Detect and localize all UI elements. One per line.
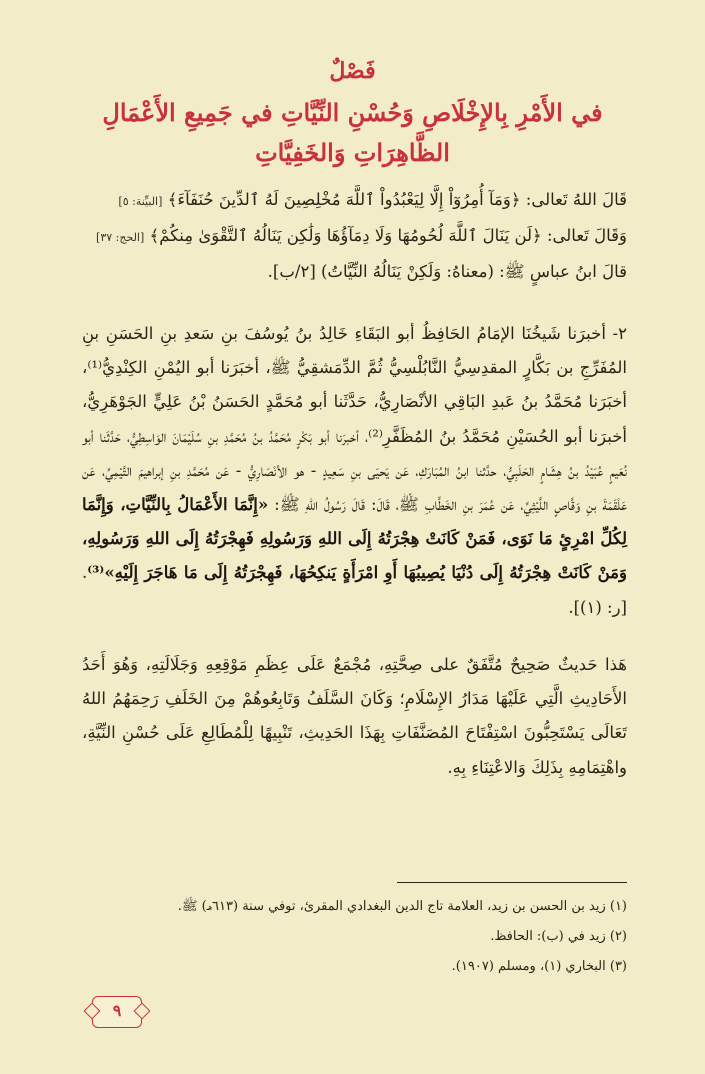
verse-line-2	[82, 219, 627, 255]
footnote-3: (٣) البخاري (١)، ومسلم (١٩٠٧).	[451, 959, 627, 974]
section-label: فَصْلٌ	[329, 58, 376, 84]
chapter-title-line-2: الظَّاهِرَاتِ وَالخَفِيَّاتِ	[255, 138, 450, 167]
verse-2-text: وَقَالَ تَعالى: ﴿لَن يَنَالَ ٱللَّهَ لُحُومُهَا وَلَا دِمَآؤُهَا وَلَٰكِن يَنَالُهُ ٱلتَّقْوَىٰ مِنكُمْ﴾	[149, 226, 627, 246]
page-number-frame	[92, 996, 142, 1028]
commentary-paragraph: هَذا حَديثٌ صَحِيحٌ مُتَّفَقٌ على صِحَّتِهِ، مُجْمَعٌ عَلَى عِظَمِ مَوْقِعِهِ وَجَلَالَتِهِ، وَهُوَ أَحَدُ الأَحَادِيثِ الَّتِي عَلَيْهَا مَدَارُ الإِسْلَامِ؛ وَكَانَ السَّلَفُ وَتَابِعُوهُمْ مِنَ الخَلَفِ رَحِمَهُمُ اللهُ تَعَالَى يَسْتَحِبُّونَ اسْتِفْتَاحَ المُصَنَّفَاتِ بِهَذَا الحَدِيثِ، تَنْبِيهًا لِلْمُطَالِعِ عَلَى حُسْنِ النِّيَّةِ، واهْتِمَامِهِ بِذَلِكَ وَالاعْتِنَاءِ بِهِ.	[82, 655, 627, 777]
verse-1-reference: [البيِّنة: ٥]	[118, 195, 163, 208]
hadith-reference: . [ر: (١)].	[82, 563, 627, 617]
hadith-text: «إِنَّمَا الأَعْمَالُ بِالنِّيَّاتِ، وَإِنَّمَا لِكُلِّ امْرِئٍ مَا نَوَى، فَمَنْ كَانَتْ هِجْرَتُهُ إِلَى اللهِ وَرَسُولِهِ فَهِجْرَتُهُ إِلَى اللهِ وَرَسُولِهِ، وَمَنْ كَانَتْ هِجْرَتُهُ إِلَى دُنْيَا يُصِيبُهَا أَوِ امْرَأَةٍ يَنكِحُهَا، فَهِجْرَتُهُ إِلَى مَا هَاجَرَ إِلَيْهِ»⁽³⁾	[82, 495, 627, 583]
verse-2-reference: [الحج: ٣٧]	[96, 231, 145, 245]
footnotes	[82, 892, 627, 982]
hadith-paragraph	[82, 317, 627, 625]
footnote-1: (١) زيد بن الحسن بن زيد، العلامة تاج الدين البغدادي المقرئ، توفي سنة (٦١٣هـ) ﷺ.	[177, 899, 627, 914]
verse-1-text: قَالَ اللهُ تَعالى: ﴿وَمَآ أُمِرُوٓاْ إِلَّا لِيَعْبُدُواْ ٱللَّهَ مُخْلِصِينَ لَهُ ٱلدِّينَ حُنَفَآءَ﴾	[167, 190, 627, 209]
quran-verses	[82, 183, 627, 290]
ibn-abbas-line: قالَ ابنُ عباسٍ ﷺ: (معناهُ: وَلَكِنْ يَنَالُهُ النِّيَّاتُ) [٢/ب].	[267, 262, 627, 282]
footnote-2: (٢) زيد في (ب): الحافظ.	[490, 929, 627, 944]
verse-line-1	[82, 183, 627, 219]
footnote-divider	[397, 882, 627, 883]
page-number: ٩	[112, 1001, 122, 1020]
hadith-chain: ٢- أخبرَنا شَيخُنَا الإمَامُ الحَافِظُ أبو البَقَاءِ خَالِدُ بنُ يُوسُفَ بنِ سَعدِ بنِ الحَسَنِ بنِ المُفَرِّجِ بن بَكَّارٍ المقدِسِيُّ النَّابُلْسِيُّ ثُمَّ الدِّمَشقِيُّ ﷺ، أخبَرَنا أبو اليُمْنِ الكِنْدِيُّ⁽¹⁾، أخبَرَنا مُحَمَّدُ بنُ عَبدِ البَاقِي الأنْصَارِيُّ، حَدَّثَنا أبو مُحَمَّدٍ الحَسَنُ بْنُ عَلِيٍّ الجَوْهَرِيُّ، أخبرَنا أبو الحُسَيْنِ مُحَمَّدُ بنُ المُظَفَّرِ⁽²⁾، أخبرَنا أبو بَكْرٍ مُحَمَّدُ بنُ مُحَمَّدِ بنِ سُلَيْمَانَ الوَاسِطِيُّ، حَدَّثَنا أبو نُعَيمٍ عُبَيْدُ بنُ هِشَامٍ الحَلَبِيُّ، حدَّثنا ابنُ المُبَارَكِ، عَن يَحيَى بنِ سَعِيدٍ - هو الأنْصَارِيُّ - عَن مُحَمَّدِ بنِ إبراهيمَ التَّيْمِيِّ، عَن عَلْقَمَةَ بنِ وَقَّاصٍ اللَّيْثِيِّ، عَن عُمَرَ بنِ الخَطَّابِ ﷺ، قَالَ: قَالَ رَسُولُ اللهِ ﷺ:	[82, 324, 628, 515]
chapter-title-line-1: في الأَمْرِ بِالإِخْلَاصِ وَحُسْنِ النِّيَّاتِ في جَمِيعِ الأَعْمَالِ	[102, 98, 603, 127]
